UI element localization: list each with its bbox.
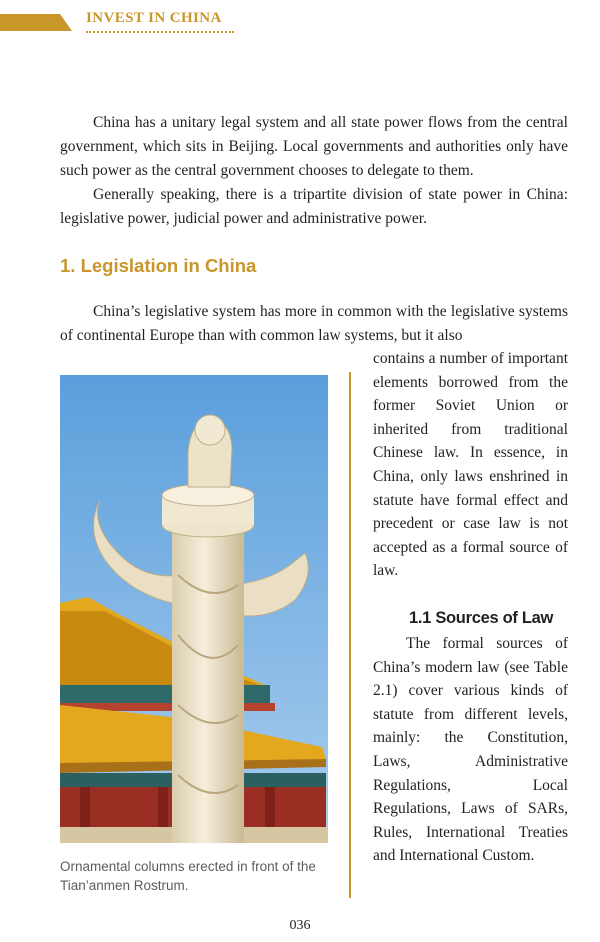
subsection-heading: 1.1 Sources of Law xyxy=(409,609,554,627)
body-paragraph-3: China’s legislative system has more in common with the legislative systems of continental Europe than with common law systems, but it also xyxy=(60,303,568,344)
body-paragraph-4: The formal sources of China’s modern law (see Table 2.1) cover various kinds of statute from different levels, mainly: the Constitution, Laws, Administrative Regulations, Local Regulations, Laws of SARs, Rules, International Treaties and International Custom. xyxy=(373,635,568,865)
figure-photo xyxy=(60,375,328,843)
body-paragraph-2: Generally speaking, there is a tripartite division of state power in China: legislative power, judicial power and administrative power. xyxy=(60,186,568,227)
body-paragraph-1: China has a unitary legal system and all state power flows from the central government, which sits in Beijing. Local governments and authorities only have such power as the central government chooses to delegate to them. xyxy=(60,114,568,179)
section-heading: 1. Legislation in China xyxy=(60,255,257,276)
figure-caption: Ornamental columns erected in front of the Tian’anmen Rostrum. xyxy=(60,859,316,893)
huabiao-column-photo xyxy=(60,375,328,843)
running-header-title: INVEST IN CHINA xyxy=(86,10,222,26)
header-dotted-rule xyxy=(86,31,234,33)
header-accent-bar xyxy=(0,14,72,31)
body-paragraph-3-continued: contains a number of important elements borrowed from the former Soviet Union or inherited from traditional Chinese law. In essence, in China, only laws enshrined in statute have formal effect and precedent or case law is not accepted as a formal source of law. xyxy=(373,350,568,580)
page-number: 036 xyxy=(289,918,311,933)
vertical-divider xyxy=(349,372,351,898)
